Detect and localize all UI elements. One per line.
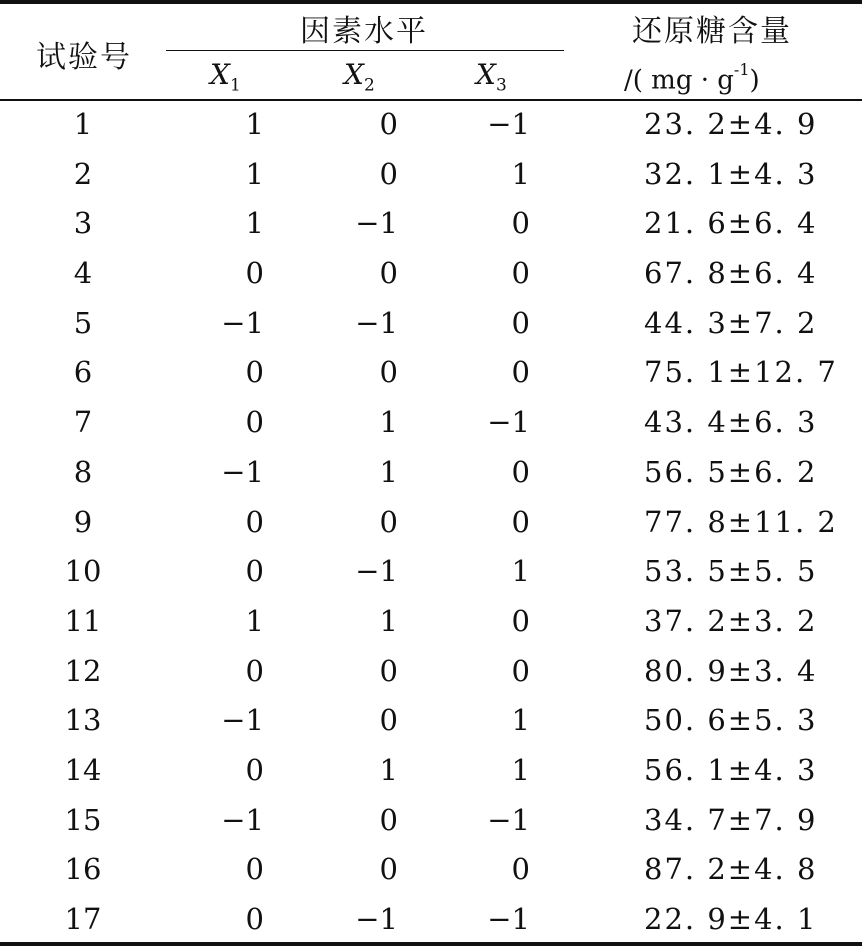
cell-x3: 0: [511, 206, 530, 241]
table-row: [0, 399, 862, 449]
cell-test-no: 12: [64, 653, 102, 688]
cell-x2: 0: [379, 156, 398, 191]
header-x3: $X_3$: [476, 58, 507, 96]
cell-x2: −1: [355, 305, 398, 340]
cell-sugar-content: 87. 2±4. 8: [644, 852, 818, 887]
cell-test-no: 17: [64, 902, 102, 936]
table-top-rule: [0, 0, 862, 4]
cell-test-no: 3: [73, 206, 93, 241]
cell-test-no: 7: [73, 405, 93, 440]
cell-x3: 0: [511, 256, 530, 291]
cell-x1: 0: [245, 256, 264, 291]
cell-test-no: 16: [64, 852, 102, 887]
cell-test-no: 6: [73, 355, 93, 390]
table-body: [0, 101, 862, 946]
cell-test-no: 2: [73, 156, 93, 191]
cell-x3: 0: [511, 603, 530, 638]
cell-x2: 0: [379, 355, 398, 390]
cell-x2: 0: [379, 653, 398, 688]
cell-sugar-content: 75. 1±12. 7: [644, 355, 838, 390]
factor-group-rule: [166, 50, 564, 51]
cell-sugar-content: 67. 8±6. 4: [644, 256, 818, 291]
table-row: [0, 250, 862, 300]
cell-test-no: 1: [73, 107, 93, 141]
cell-x1: 0: [245, 355, 264, 390]
cell-x3: 1: [511, 703, 530, 738]
header-x1: $X_1$: [210, 58, 241, 96]
cell-sugar-content: 23. 2±4. 9: [644, 107, 818, 141]
cell-x3: −1: [487, 107, 530, 141]
cell-sugar-content: 80. 9±3. 4: [644, 653, 818, 688]
cell-sugar-content: 53. 5±5. 5: [644, 554, 818, 589]
header-reducing-sugar: 还原糖含量: [632, 14, 792, 49]
cell-x3: −1: [487, 405, 530, 440]
table-row: [0, 598, 862, 648]
cell-x1: 0: [245, 504, 264, 539]
table-row: [0, 747, 862, 797]
cell-sugar-content: 32. 1±4. 3: [644, 156, 818, 191]
cell-x2: 1: [379, 752, 398, 787]
cell-x1: 0: [245, 852, 264, 887]
table-row: [0, 648, 862, 698]
cell-x3: −1: [487, 802, 530, 837]
cell-x3: 0: [511, 852, 530, 887]
cell-x3: 0: [511, 355, 530, 390]
table-row: [0, 101, 862, 151]
cell-x1: 0: [245, 653, 264, 688]
cell-x3: 0: [511, 454, 530, 489]
cell-x2: 1: [379, 603, 398, 638]
cell-sugar-content: 37. 2±3. 2: [644, 603, 818, 638]
cell-x1: −1: [221, 454, 264, 489]
table-row: [0, 499, 862, 549]
cell-x2: 1: [379, 454, 398, 489]
cell-x1: −1: [221, 703, 264, 738]
cell-x2: −1: [355, 554, 398, 589]
cell-x1: 1: [245, 603, 264, 638]
table-row: [0, 846, 862, 896]
cell-x1: −1: [221, 802, 264, 837]
cell-x1: 1: [245, 156, 264, 191]
table-row: [0, 797, 862, 847]
table-row: [0, 151, 862, 201]
cell-sugar-content: 21. 6±6. 4: [644, 206, 818, 241]
cell-x1: −1: [221, 305, 264, 340]
header-test-no: 试验号: [36, 40, 132, 75]
cell-x2: −1: [355, 206, 398, 241]
table-row: [0, 896, 862, 946]
header-unit: /( mg · $g^{-1}$): [624, 60, 760, 96]
table-row: [0, 349, 862, 399]
cell-x2: −1: [355, 902, 398, 936]
cell-test-no: 4: [73, 256, 93, 291]
cell-x1: 0: [245, 405, 264, 440]
cell-test-no: 11: [64, 603, 102, 638]
table-row: [0, 548, 862, 598]
cell-x1: 0: [245, 752, 264, 787]
cell-test-no: 10: [64, 554, 102, 589]
cell-x3: 1: [511, 554, 530, 589]
cell-x3: −1: [487, 902, 530, 936]
cell-sugar-content: 50. 6±5. 3: [644, 703, 818, 738]
cell-sugar-content: 56. 1±4. 3: [644, 752, 818, 787]
cell-x2: 0: [379, 256, 398, 291]
cell-x2: 1: [379, 405, 398, 440]
table-row: [0, 200, 862, 250]
cell-sugar-content: 34. 7±7. 9: [644, 802, 818, 837]
table-row: [0, 300, 862, 350]
cell-test-no: 8: [73, 454, 93, 489]
table-row: [0, 449, 862, 499]
cell-test-no: 13: [64, 703, 102, 738]
table-row: [0, 697, 862, 747]
cell-x3: 1: [511, 156, 530, 191]
cell-test-no: 5: [73, 305, 93, 340]
cell-x1: 1: [245, 206, 264, 241]
cell-test-no: 15: [64, 802, 102, 837]
cell-x2: 0: [379, 504, 398, 539]
cell-sugar-content: 22. 9±4. 1: [644, 902, 818, 936]
cell-sugar-content: 77. 8±11. 2: [644, 504, 838, 539]
cell-x1: 0: [245, 902, 264, 936]
cell-x3: 0: [511, 305, 530, 340]
cell-x2: 0: [379, 852, 398, 887]
cell-x3: 1: [511, 752, 530, 787]
cell-sugar-content: 43. 4±6. 3: [644, 405, 818, 440]
cell-x3: 0: [511, 504, 530, 539]
header-x2: $X_2$: [344, 58, 375, 96]
cell-x1: 0: [245, 554, 264, 589]
cell-test-no: 14: [64, 752, 102, 787]
cell-x2: 0: [379, 802, 398, 837]
cell-x2: 0: [379, 703, 398, 738]
header-factor-levels: 因素水平: [300, 14, 428, 49]
cell-test-no: 9: [73, 504, 93, 539]
cell-x1: 1: [245, 107, 264, 141]
cell-x2: 0: [379, 107, 398, 141]
cell-sugar-content: 44. 3±7. 2: [644, 305, 818, 340]
cell-sugar-content: 56. 5±6. 2: [644, 454, 818, 489]
cell-x3: 0: [511, 653, 530, 688]
